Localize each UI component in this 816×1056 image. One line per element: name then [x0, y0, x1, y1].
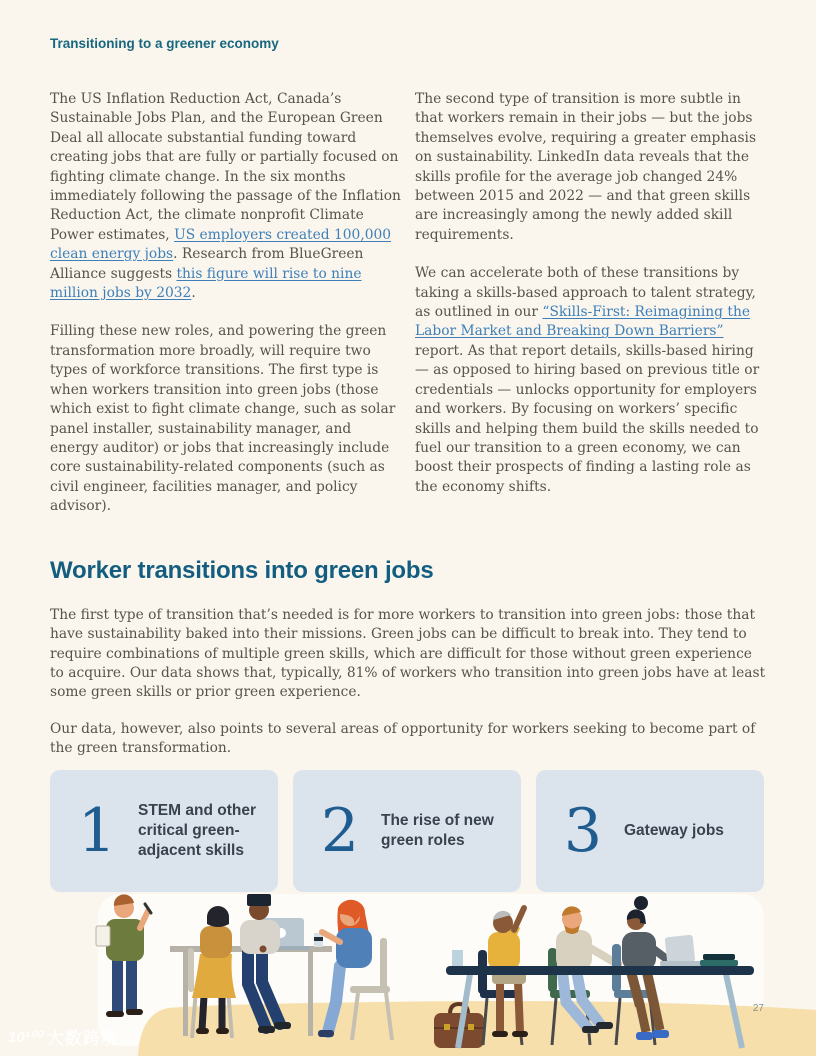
text-run: The US Inflation Reduction Act, Canada’s Sustainable Jobs Plan, and the European Green Deal all allocate substantial funding toward creating jobs that are fully or partially focused on fighting climate change. In the six months immediately following the passage of the Inflation Reduction Act, the climate nonprofit Climate Power estimates, [50, 91, 401, 243]
paragraph: The second type of transition is more subtle in that workers remain in their jobs — but the jobs themselves evolve, requiring a greater emphasis on sustainability. LinkedIn data reveals that the skills profile for the average job changed 24% between 2015 and 2022 — and that green skills are increasingly among the newly added skill requirements. [415, 91, 757, 243]
section-paragraph: The first type of transition that’s needed is for more workers to transition into green jobs: those that have sustainability baked into their missions. Green jobs can be difficult to break into. They tend to require combinations of multiple green skills, which are difficult for those without green experience to acquire. Our data shows that, typically, 81% of workers who transition into green jobs have at least some green skills or prior green experience. [50, 606, 766, 701]
card-label: The rise of new green roles [381, 812, 494, 849]
text-run: report. As that report details, skills-based hiring — as opposed to hiring based on previous title or credentials — unlocks opportunity for employers and workers. By focusing on workers’ specific skills and helping them build the skills needed to fuel our transition to a green economy, we can boost their prospects of finding a lasting role as the economy shifts. [415, 342, 760, 495]
text-run: . Research from BlueGreen Alliance suggests [50, 246, 364, 282]
card-stem-skills [50, 770, 278, 892]
paragraph: Filling these new roles, and powering the green transformation more broadly, will require two types of workforce transitions. The first type is when workers transition into green jobs (those which exist to fight climate change, such as solar panel installer, sustainability manager, and energy auditor) or jobs that increasingly include core sustainability-related components (such as civil engineer, facilities manager, and policy advisor). [50, 323, 396, 515]
link-skills-first-report[interactable]: “Skills-First: Reimagining the Labor Market and Breaking Down Barriers” [415, 304, 750, 340]
paragraph [415, 264, 766, 497]
paragraph [50, 90, 401, 303]
card-label: STEM and other critical green-adjacent skills [138, 802, 256, 859]
link-nine-million-jobs[interactable]: this figure will rise to nine million jobs by 2032 [50, 265, 362, 302]
page-number: 27 [752, 1003, 764, 1014]
intro-column-right [415, 90, 766, 536]
text-run: We can accelerate both of these transitions by taking a skills-based approach to talent strategy, as outlined in our [415, 265, 756, 321]
card-number: 2 [320, 796, 360, 866]
text-run: . [191, 285, 196, 302]
people-meeting-illustration [0, 890, 816, 1056]
link-clean-energy-jobs[interactable]: US employers created 100,000 clean energy jobs [50, 226, 392, 263]
card-gateway-jobs [536, 770, 764, 892]
card-number: 1 [77, 796, 117, 866]
section-paragraph: Our data, however, also points to several areas of opportunity for workers seeking to become part of the green transformation. [50, 720, 756, 757]
highlight-cards [50, 770, 766, 892]
card-new-green-roles [293, 770, 521, 892]
card-label: Gateway jobs [624, 822, 724, 840]
intro-column-left [50, 90, 401, 536]
card-number: 3 [563, 796, 603, 866]
running-header: Transitioning to a greener economy [50, 36, 279, 51]
section-heading: Worker transitions into green jobs [50, 557, 434, 585]
watermark-logo-icon: 10¹⁰⁰ [8, 1028, 42, 1046]
watermark [8, 1024, 119, 1049]
watermark-text: 大数跨境 [46, 1029, 119, 1048]
intro-columns [50, 90, 766, 536]
